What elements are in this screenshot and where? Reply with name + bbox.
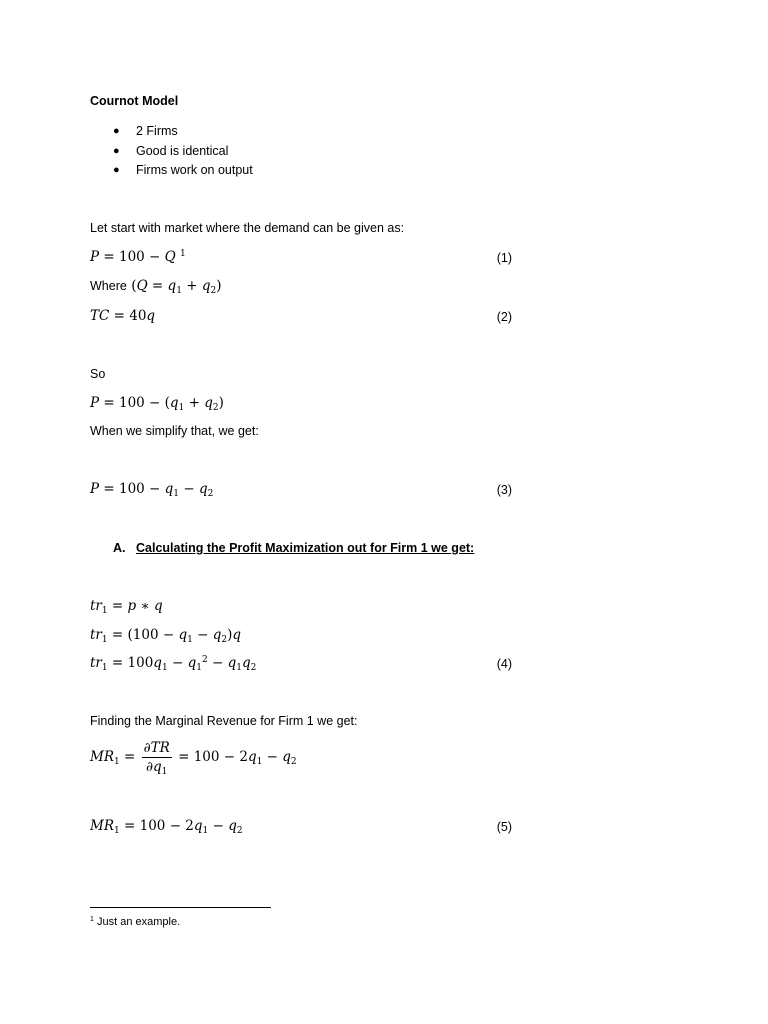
equation-marginal-revenue-derivative: $MR_1$ = $\frac{\partial TR}{\partial q_1}$ = $100 - 2q_1 - q_2$ — [90, 740, 297, 777]
section-title: Calculating the Profit Maximization out for Firm 1 we get: — [136, 541, 475, 555]
equation-total-revenue-expanded: $tr_1 = 100q_1 - q_1^2 - q_1q_2$ — [90, 655, 257, 673]
where-label: Where — [90, 279, 127, 293]
equation-number-5: (5) — [496, 820, 512, 834]
equation-total-revenue-substituted: $tr_1 = (100 - q_1 - q_2)q$ — [90, 627, 242, 645]
equation-quantity-sum: $(Q = q_1 + q_2)$ — [131, 278, 222, 296]
equation-number-4: (4) — [496, 657, 512, 671]
bullet-dot: ● — [113, 145, 120, 157]
section-marker: A. — [113, 541, 126, 555]
so-text: So — [90, 367, 106, 381]
equation-marginal-revenue: $MR_1 = 100 - 2q_1 - q_2$ — [90, 818, 243, 836]
marginal-revenue-text: Finding the Marginal Revenue for Firm 1 we get: — [90, 714, 358, 728]
page-heading: Cournot Model — [90, 94, 179, 108]
footnote-reference[interactable]: 1 — [180, 249, 186, 259]
bullet-dot: ● — [113, 125, 120, 137]
equation-demand: P = 100 − Q $^1$ — [90, 249, 186, 265]
equation-total-cost: TC = 40q — [90, 308, 156, 324]
equation-simplified-demand: $P = 100 - q_1 - q_2$ — [90, 481, 214, 499]
footnote-number: 1 — [90, 916, 94, 923]
equation-total-revenue: $tr_1 = p$ ∗ q — [90, 598, 163, 616]
derivative-fraction: $\frac{\partial TR}{\partial q_1}$ — [143, 740, 170, 777]
bullet-item-output: Firms work on output — [136, 163, 253, 177]
equation-number-1: (1) — [496, 251, 512, 265]
intro-text: Let start with market where the demand can be given as: — [90, 221, 405, 235]
where-line — [90, 277, 222, 295]
footnote-text: Just an example. — [96, 916, 181, 928]
equation-number-2: (2) — [496, 310, 512, 324]
equation-substituted-demand: $P = 100 - (q_1 + q_2)$ — [90, 395, 224, 413]
simplify-text: When we simplify that, we get: — [90, 424, 259, 438]
bullet-dot: ● — [113, 164, 120, 176]
footnote — [90, 915, 180, 929]
bullet-item-firms: 2 Firms — [136, 124, 178, 138]
footnote-separator — [90, 907, 271, 908]
equation-number-3: (3) — [496, 483, 512, 497]
bullet-item-good: Good is identical — [136, 144, 229, 158]
